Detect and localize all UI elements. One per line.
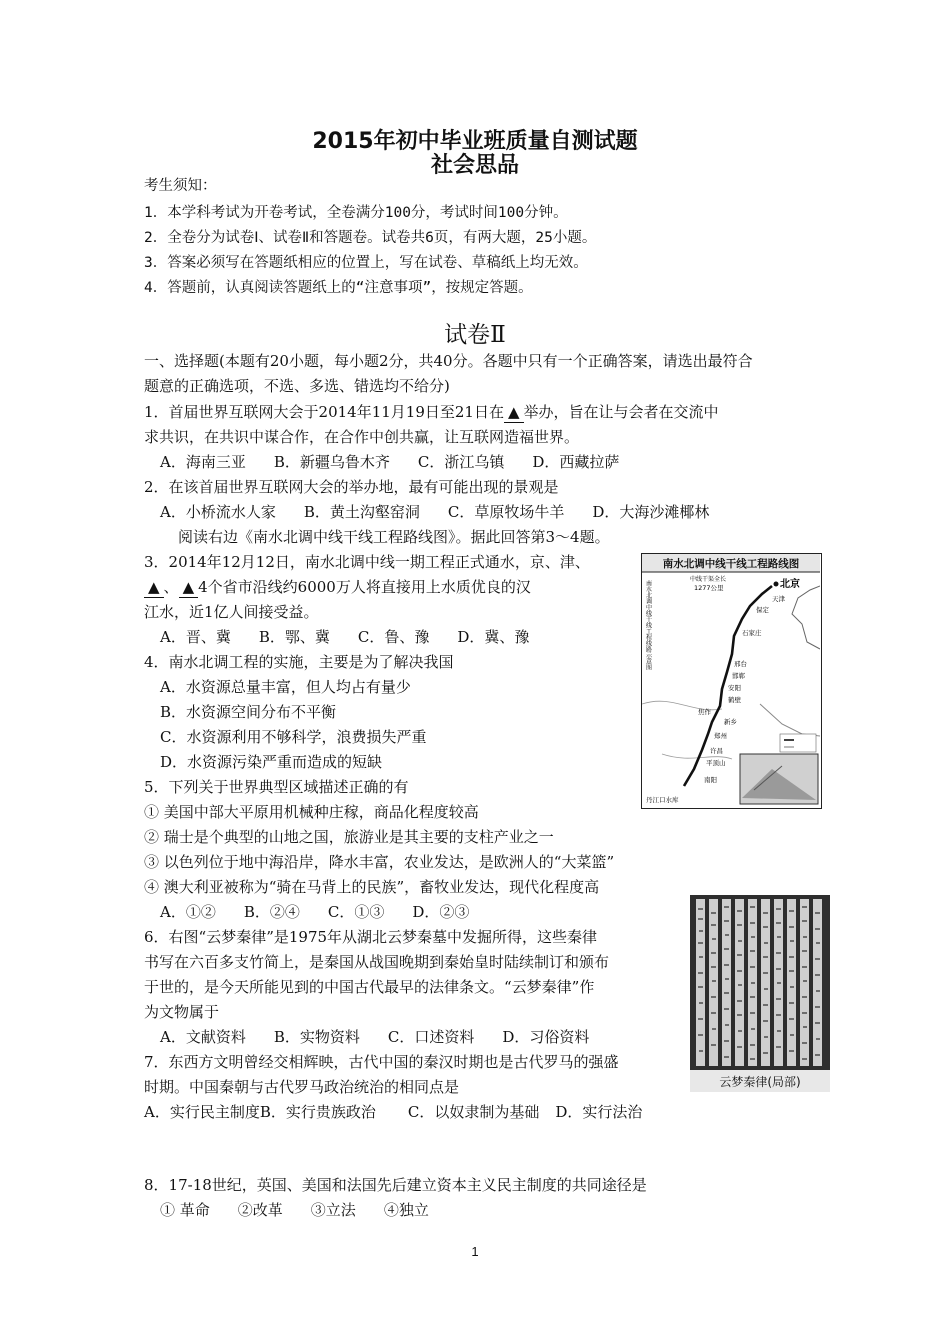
q2-options: [160, 502, 737, 522]
q3-answer-blank-2: ▲: [179, 577, 199, 598]
section-intro-1: 一、选择题(本题有20小题，每小题2分，共40分。各题中只有一个正确答案，请选出最符合: [144, 352, 753, 370]
section-intro-2: 题意的正确选项，不选、多选、错选均不给分): [144, 377, 450, 395]
notice-heading: 考生须知：: [144, 178, 217, 194]
q7-options: [144, 1102, 670, 1122]
map-city-jiaozuo: 焦作: [698, 708, 711, 716]
q3-stem-line1: 3．2014年12月12日，南水北调中线一期工程正式通水，京、津、: [144, 553, 590, 571]
q2-option-c: C．草原牧场牛羊: [447, 503, 565, 521]
q6-stem-line1: 6．右图“云梦秦律”是1975年从湖北云梦秦墓中发掘所得，这些秦律: [144, 928, 598, 946]
q1-option-b: B．新疆乌鲁木齐: [273, 453, 390, 471]
q2-stem: 2．在该首届世界互联网大会的举办地，最有可能出现的景观是: [144, 478, 559, 496]
map-city-anyang: 安阳: [728, 684, 741, 692]
q5-option-d: D．②③: [412, 903, 470, 921]
map-city-pingdingshan: 平顶山: [706, 759, 726, 767]
page-number: 1: [471, 1244, 479, 1259]
q7-option-d: D．实行法治: [555, 1103, 643, 1121]
q1-option-d: D．西藏拉萨: [532, 453, 620, 471]
south-north-water-map: [641, 553, 822, 809]
map-city-baoding: 保定: [756, 606, 769, 614]
q3-options: [160, 627, 557, 647]
q4-option-b: B．水资源空间分布不平衡: [160, 703, 337, 721]
map-city-hebi: 鹤壁: [728, 696, 741, 704]
q8-options: [160, 1200, 457, 1220]
q8-option-2: ②改革: [237, 1201, 283, 1219]
map-legend-box: [780, 734, 816, 752]
q8-option-4: ④独立: [383, 1201, 429, 1219]
q4-option-c: C．水资源利用不够科学，浪费损失严重: [160, 728, 427, 746]
q6-option-c: C．口述资料: [387, 1028, 475, 1046]
q6-option-d: D．习俗资料: [502, 1028, 590, 1046]
map-drawing: [642, 554, 820, 807]
map-length-value: 1277公里: [694, 584, 724, 592]
notice-item-4: 4．答题前，认真阅读答题纸上的“注意事项”，按规定答题。: [144, 280, 533, 296]
q5-option-a: A．①②: [160, 903, 216, 921]
bamboo-slips-image: [690, 895, 830, 1092]
map-city-nanyang: 南阳: [704, 776, 717, 784]
q5-statement-4: ④ 澳大利亚被称为“骑在马背上的民族”，畜牧业发达，现代化程度高: [144, 878, 600, 896]
q7-option-a: A．实行民主制度: [144, 1103, 260, 1121]
q2-option-b: B．黄土沟壑窑洞: [303, 503, 420, 521]
q5-option-b: B．②④: [243, 903, 300, 921]
map-city-shijiazhuang: 石家庄: [742, 629, 762, 637]
notice-item-3: 3．答案必须写在答题纸相应的位置上，写在试卷、草稿纸上均无效。: [144, 255, 588, 271]
q8-option-3: ③立法: [310, 1201, 356, 1219]
q4-option-d: D．水资源污染严重而造成的短缺: [160, 753, 383, 771]
q3-option-d: D．冀、豫: [457, 628, 530, 646]
q3-answer-blank-1: ▲: [144, 577, 164, 598]
reading-note: 阅读右边《南水北调中线干线工程路线图》。据此回答第3～4题。: [178, 528, 610, 546]
q4-stem: 4．南水北调工程的实施，主要是为了解决我国: [144, 653, 454, 671]
q1-stem-line2: 求共识，在共识中谋合作，在合作中创共赢，让互联网造福世界。: [144, 428, 580, 446]
map-city-xingtai: 邢台: [734, 660, 747, 668]
notice-item-2: 2．全卷分为试卷Ⅰ、试卷Ⅱ和答题卷。试卷共6页，有两大题，25小题。: [144, 230, 597, 246]
map-length-label: 中线干渠全长: [690, 576, 727, 583]
q7-option-b: B．实行贵族政治: [259, 1103, 376, 1121]
q7-stem-line1: 7．东西方文明曾经交相辉映，古代中国的秦汉时期也是古代罗马的强盛: [144, 1053, 619, 1071]
q1-text-b: 举办，旨在让与会者在交流中: [523, 403, 719, 421]
exam-subject: 社会思品: [430, 153, 519, 178]
q6-stem-line3: 于世的，是今天所能见到的中国古代最早的法律条文。“云梦秦律”作: [144, 978, 595, 996]
q5-options: [160, 902, 497, 922]
map-city-beijing: 北京: [780, 579, 800, 590]
q6-option-b: B．实物资料: [273, 1028, 360, 1046]
q3-text-b: 4个省市沿线约6000万人将直接用上水质优良的汉: [198, 578, 531, 596]
q3-option-c: C．鲁、豫: [357, 628, 430, 646]
q8-option-1: ① 革命: [160, 1201, 210, 1219]
q8-stem: 8．17-18世纪，英国、美国和法国先后建立资本主义民主制度的共同途径是: [144, 1176, 647, 1194]
q5-statement-1: ① 美国中部大平原用机械种庄稼，商品化程度较高: [144, 803, 479, 821]
map-city-danjiangkou: 丹江口水库: [646, 796, 679, 804]
map-vertical-label: 南水北调中线干线工程线路示意图: [644, 580, 652, 670]
bamboo-slips-caption: 云梦秦律(局部): [719, 1075, 801, 1089]
q4-option-a: A．水资源总量丰富，但人均占有量少: [160, 678, 411, 696]
q5-stem: 5．下列关于世界典型区域描述正确的有: [144, 778, 409, 796]
q6-options: [160, 1027, 617, 1047]
map-city-xinxiang: 新乡: [724, 718, 737, 726]
q3-option-b: B．鄂、冀: [258, 628, 330, 646]
q3-option-a: A．晋、冀: [160, 628, 231, 646]
q6-stem-line4: 为文物属于: [144, 1003, 220, 1021]
q6-stem-line2: 书写在六百多支竹简上，是秦国从战国晚期到秦始皇时陆续制订和颁布: [144, 953, 610, 971]
section-title: 试卷Ⅱ: [444, 322, 506, 348]
q2-option-a: A．小桥流水人家: [160, 503, 276, 521]
q1-text-a: 1．首届世界互联网大会于2014年11月19日至21日在: [144, 403, 504, 421]
q1-option-c: C．浙江乌镇: [417, 453, 505, 471]
q1-option-a: A．海南三亚: [160, 453, 246, 471]
notice-item-1: 1．本学科考试为开卷考试，全卷满分100分，考试时间100分钟。: [144, 205, 568, 221]
map-city-xuchang: 许昌: [710, 747, 723, 755]
map-title: 南水北调中线干线工程路线图: [662, 558, 800, 570]
q3-stem-line2: [144, 577, 531, 598]
q1-stem-line1: [144, 402, 719, 423]
map-city-handan: 邯郸: [732, 672, 745, 680]
q6-option-a: A．文献资料: [160, 1028, 246, 1046]
yunmeng-bamboo-slips-figure: [690, 895, 830, 1092]
q5-statement-3: ③ 以色列位于地中海沿岸，降水丰富，农业发达，是欧洲人的“大菜篮”: [144, 853, 615, 871]
q7-option-c: C．以奴隶制为基础: [407, 1103, 540, 1121]
map-city-tianjin: 天津: [772, 595, 785, 603]
q1-options: [160, 452, 647, 472]
q5-statement-2: ② 瑞士是个典型的山地之国，旅游业是其主要的支柱产业之一: [144, 828, 554, 846]
map-city-zhengzhou: 郑州: [714, 732, 727, 740]
q7-stem-line2: 时期。中国秦朝与古代罗马政治统治的相同点是: [144, 1078, 460, 1096]
q5-option-c: C．①③: [327, 903, 385, 921]
exam-title: 2015年初中毕业班质量自测试题: [312, 129, 638, 154]
q2-option-d: D．大海沙滩椰林: [592, 503, 710, 521]
q1-answer-blank: ▲: [504, 402, 524, 423]
q3-separator: 、: [163, 578, 179, 596]
q3-stem-line3: 江水，近1亿人间接受益。: [144, 603, 319, 621]
